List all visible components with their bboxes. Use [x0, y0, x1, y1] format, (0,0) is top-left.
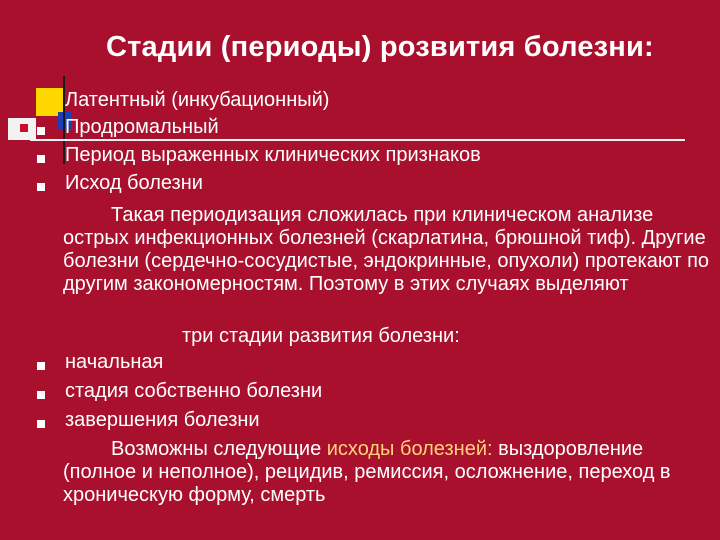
list-item: Латентный (инкубационный): [65, 89, 330, 111]
slide-title: Стадии (периоды) розвития болезни:: [106, 31, 654, 63]
list-item: Период выраженных клинических признаков: [65, 144, 481, 166]
outcomes-highlight: исходы болезней:: [326, 438, 493, 460]
bullet-icon: [37, 420, 45, 428]
periodization-paragraph: [63, 204, 713, 296]
list-item: завершения болезни: [65, 409, 260, 431]
small-red-square-decoration: [20, 124, 28, 132]
list-item: начальная: [65, 351, 164, 373]
bullet-icon: [37, 155, 45, 163]
list-item: Исход болезни: [65, 172, 203, 194]
outcomes-paragraph: [63, 438, 713, 507]
horizontal-line-decoration: [30, 139, 685, 141]
list-item: Продромальный: [65, 116, 219, 138]
paragraph-text: Такая периодизация сложилась при клиническом анализе острых инфекционных болезней (скарлатина, брюшной тиф). Другие болезни (сердечно-сосудистые, эндокринные, опухоли) протекают по другим закономерностям. Поэтому в этих случаях выделяют: [63, 204, 710, 295]
outcomes-list: выздоровление (полное и неполное), рецидив, ремиссия, осложнение, переход в хроническую форму, смерть: [63, 438, 671, 506]
bullet-icon: [37, 362, 45, 370]
three-stages-heading: три стадии развития болезни:: [182, 325, 460, 347]
outcomes-lead: Возможны следующие: [111, 438, 327, 460]
bullet-icon: [37, 183, 45, 191]
bullet-icon: [37, 391, 45, 399]
bullet-icon: [37, 127, 45, 135]
list-item: стадия собственно болезни: [65, 380, 323, 402]
